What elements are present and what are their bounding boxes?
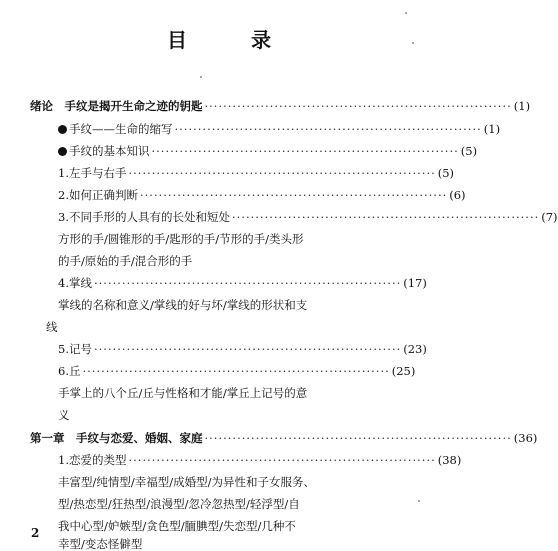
toc-entry-life-abbreviation[interactable] <box>0 119 501 139</box>
toc-entry-label: 2.如何正确判断 <box>58 188 138 202</box>
leader-dots: ·································································· <box>93 342 402 356</box>
toc-entry-hand-shapes[interactable] <box>0 207 558 227</box>
toc-subtopics-mounts-cont: 义 <box>58 408 70 422</box>
toc-entry-label: 1.恋爱的类型 <box>58 453 127 467</box>
toc-entry-page: (5) <box>437 166 455 180</box>
toc-entry-label: 5.记号 <box>58 342 92 356</box>
leader-dots: ·································································· <box>139 188 448 202</box>
toc-entry-basic-knowledge[interactable] <box>0 141 478 161</box>
toc-entry-page: (6) <box>449 188 466 202</box>
toc-entry-page: (1) <box>483 122 501 136</box>
toc-entry-how-to-judge[interactable] <box>0 185 466 205</box>
toc-entry-label: 手纹——生命的缩写 <box>58 119 173 139</box>
toc-entry-page: (23) <box>403 342 427 356</box>
leader-dots: ·································································· <box>174 122 482 136</box>
toc-entry-page: (36) <box>513 431 538 445</box>
page-number: 2 <box>31 526 40 540</box>
toc-entry-chapter-1[interactable] <box>0 428 538 448</box>
scan-speck <box>418 500 420 502</box>
toc-entry-label: 1.左手与右手 <box>58 166 127 180</box>
leader-dots: ·································································· <box>151 144 459 158</box>
toc-entry-left-right-hand[interactable] <box>0 163 455 183</box>
toc-subtopics-hand-types-cont: 的手/原始的手/混合形的手 <box>58 254 193 268</box>
toc-entry-page: (7) <box>541 210 558 224</box>
toc-entry-label: 4.掌线 <box>58 276 92 290</box>
toc-entry-mounts[interactable] <box>0 361 438 381</box>
toc-entry-page: (25) <box>391 364 416 378</box>
toc-entry-palm-lines[interactable] <box>0 273 438 293</box>
leader-dots: ·································································· <box>93 276 402 290</box>
leader-dots: ·································································· <box>204 431 512 445</box>
scan-speck <box>200 76 202 78</box>
leader-dots: ·································································· <box>204 99 512 113</box>
toc-subtopics-love-types-3: 我中心型/妒嫉型/贪色型/腼腆型/失恋型/几种不 <box>58 519 296 533</box>
bullet-icon <box>58 125 67 134</box>
toc-subtopics-love-types: 丰富型/纯情型/幸福型/成婚型/为异性和子女服务、 <box>58 475 315 489</box>
toc-entry-page: (38) <box>437 453 462 467</box>
toc-entry-page: (17) <box>403 276 427 290</box>
leader-dots: ·································································· <box>128 453 436 467</box>
toc-subtopics-love-types-2: 型/热恋型/狂热型/浪漫型/忽冷忽热型/轻浮型/自 <box>58 497 300 511</box>
toc-entry-label: 绪论 手纹是揭开生命之迹的钥匙 <box>30 99 203 113</box>
toc-subtopics-hand-types: 方形的手/圆锥形的手/匙形的手/节形的手/类头形 <box>58 232 304 246</box>
toc-entry-label: 第一章 手纹与恋爱、婚姻、家庭 <box>30 431 203 445</box>
toc-entry-marks[interactable] <box>0 339 438 359</box>
toc-entry-label: 6.丘 <box>58 364 81 378</box>
toc-entry-page: (5) <box>460 144 478 158</box>
scan-speck <box>412 42 414 44</box>
toc-entry-page: (1) <box>513 99 531 113</box>
scan-speck <box>405 12 407 14</box>
toc-entry-introduction[interactable] <box>0 96 531 116</box>
toc-subtopics-love-types-4: 幸型/变态怪僻型 <box>58 537 143 551</box>
bullet-icon <box>58 147 67 156</box>
toc-subtopics-palm-lines-cont: 线 <box>46 320 58 334</box>
leader-dots: ·································································· <box>231 210 540 224</box>
toc-entry-love-types[interactable] <box>0 450 462 470</box>
toc-entry-label: 3.不同手形的人具有的长处和短处 <box>58 210 230 224</box>
page-title: 目 录 <box>167 28 293 52</box>
toc-entry-label: 手纹的基本知识 <box>58 141 150 161</box>
toc-subtopics-mounts: 手掌上的八个丘/丘与性格和才能/掌丘上记号的意 <box>58 386 308 400</box>
leader-dots: ·································································· <box>128 166 436 180</box>
toc-subtopics-palm-lines: 掌线的名称和意义/掌线的好与坏/掌线的形状和支 <box>58 298 308 312</box>
leader-dots: ·································································· <box>82 364 390 378</box>
